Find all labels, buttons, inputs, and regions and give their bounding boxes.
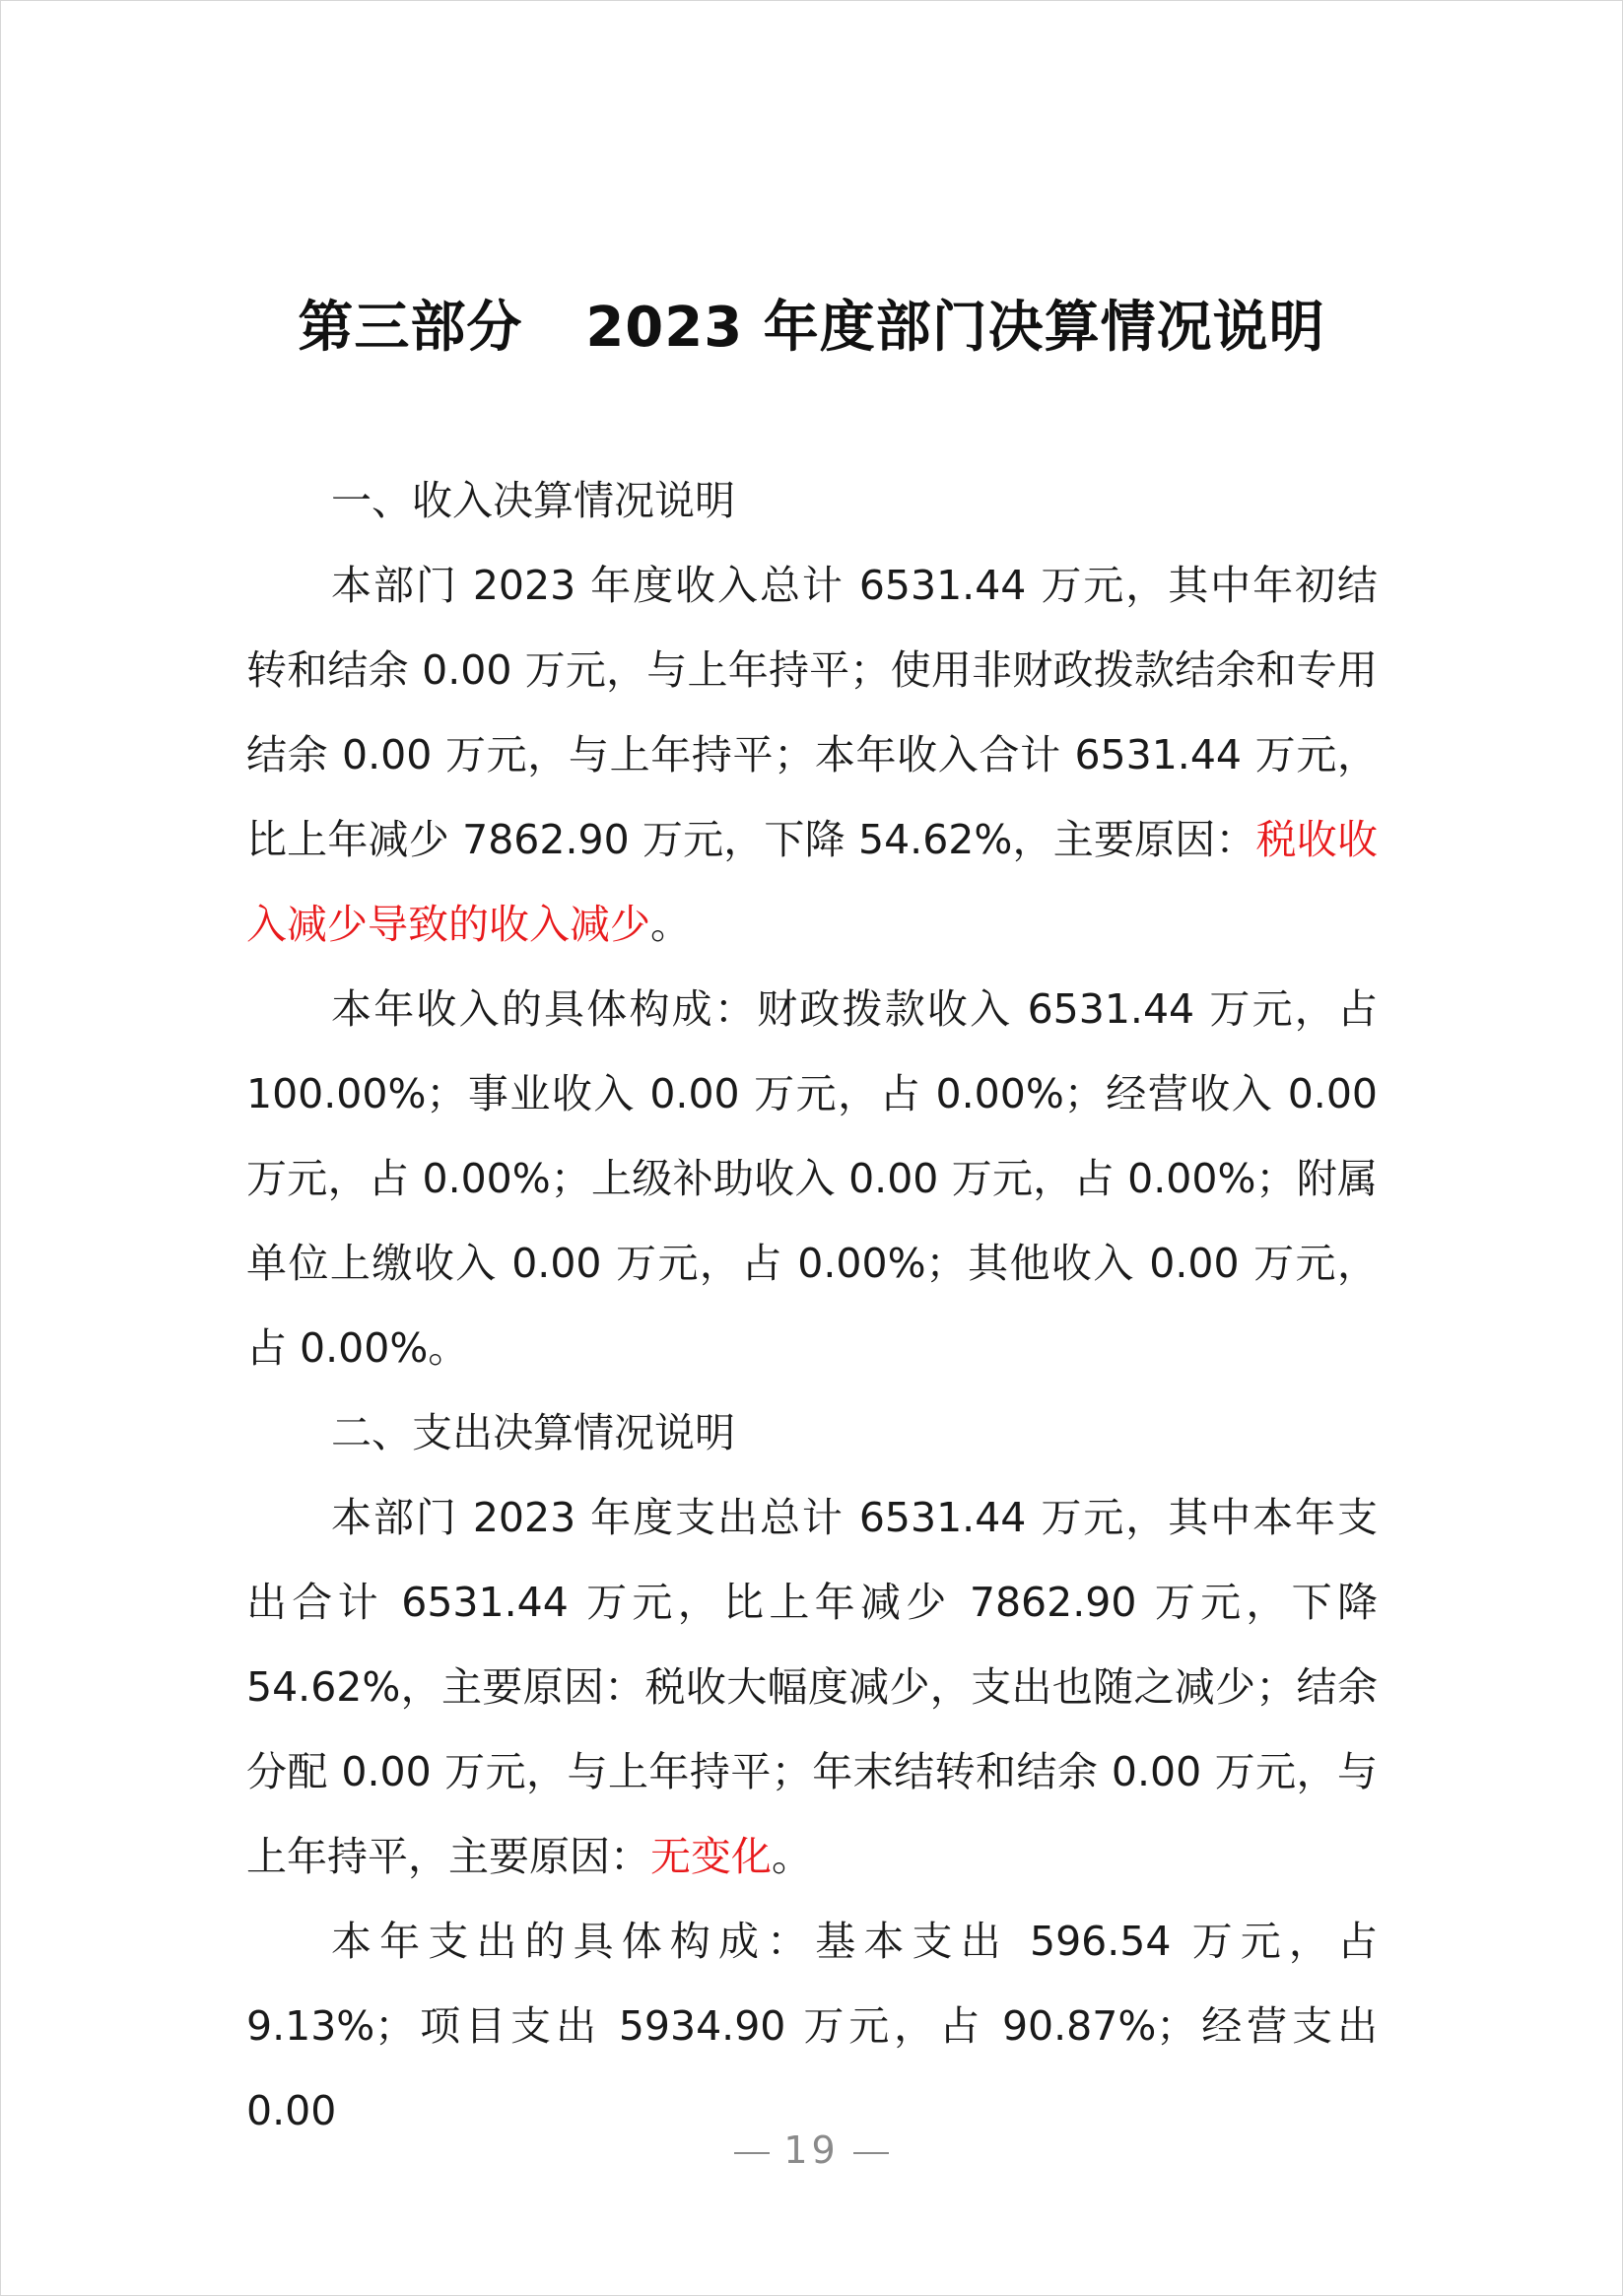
page-number bbox=[0, 2128, 1623, 2172]
page-title bbox=[0, 284, 1623, 363]
page-number-value: 19 bbox=[783, 2128, 840, 2172]
expense-paragraph-1-text: 本部门 2023 年度支出总计 6531.44 万元，其中本年支出合计 6531.44 万元，比上年减少 7862.90 万元，下降 54.62%，主要原因：税收大幅度减少，支出也随之减少；结余分配 0.00 万元，与上年持平；年末结转和结余 0.00 万元，与上年持平，主要原因： bbox=[246, 1494, 1378, 1880]
income-paragraph-1-text: 本部门 2023 年度收入总计 6531.44 万元，其中年初结转和结余 0.00 万元，与上年持平；使用非财政拨款结余和专用结余 0.00 万元，与上年持平；本年收入合计 6531.44 万元，比上年减少 7862.90 万元，下降 54.62%，主要原因： bbox=[246, 562, 1378, 863]
expense-paragraph-1 bbox=[246, 1475, 1378, 1899]
page-number-dash-right bbox=[853, 2152, 889, 2154]
income-paragraph-2: 本年收入的具体构成：财政拨款收入 6531.44 万元，占 100.00%；事业收入 0.00 万元，占 0.00%；经营收入 0.00 万元，占 0.00%；上级补助收入 0.00 万元，占 0.00%；附属单位上缴收入 0.00 万元，占 0.00%；其他收入 0.00 万元，占 0.00%。 bbox=[246, 985, 1378, 1372]
title-part: 第三部分 bbox=[298, 296, 523, 360]
income-paragraph-1-end: 。 bbox=[650, 901, 691, 948]
document-body bbox=[246, 458, 1378, 2153]
income-paragraph-1 bbox=[246, 543, 1378, 967]
income-reason-highlight: 税收收入减少导致的收入减少 bbox=[246, 816, 1378, 948]
expense-paragraph-1-end: 。 bbox=[772, 1833, 812, 1880]
title-text: 2023 年度部门决算情况说明 bbox=[585, 296, 1325, 360]
income-heading: 一、收入决算情况说明 bbox=[331, 477, 735, 524]
expense-paragraph-2: 本年支出的具体构成：基本支出 596.54 万元，占 9.13%；项目支出 5934.90 万元，占 90.87%；经营支出 0.00 bbox=[246, 1918, 1378, 2134]
expense-heading: 二、支出决算情况说明 bbox=[331, 1409, 735, 1456]
page-number-dash-left bbox=[734, 2152, 770, 2154]
expense-reason-highlight: 无变化 bbox=[650, 1833, 772, 1880]
